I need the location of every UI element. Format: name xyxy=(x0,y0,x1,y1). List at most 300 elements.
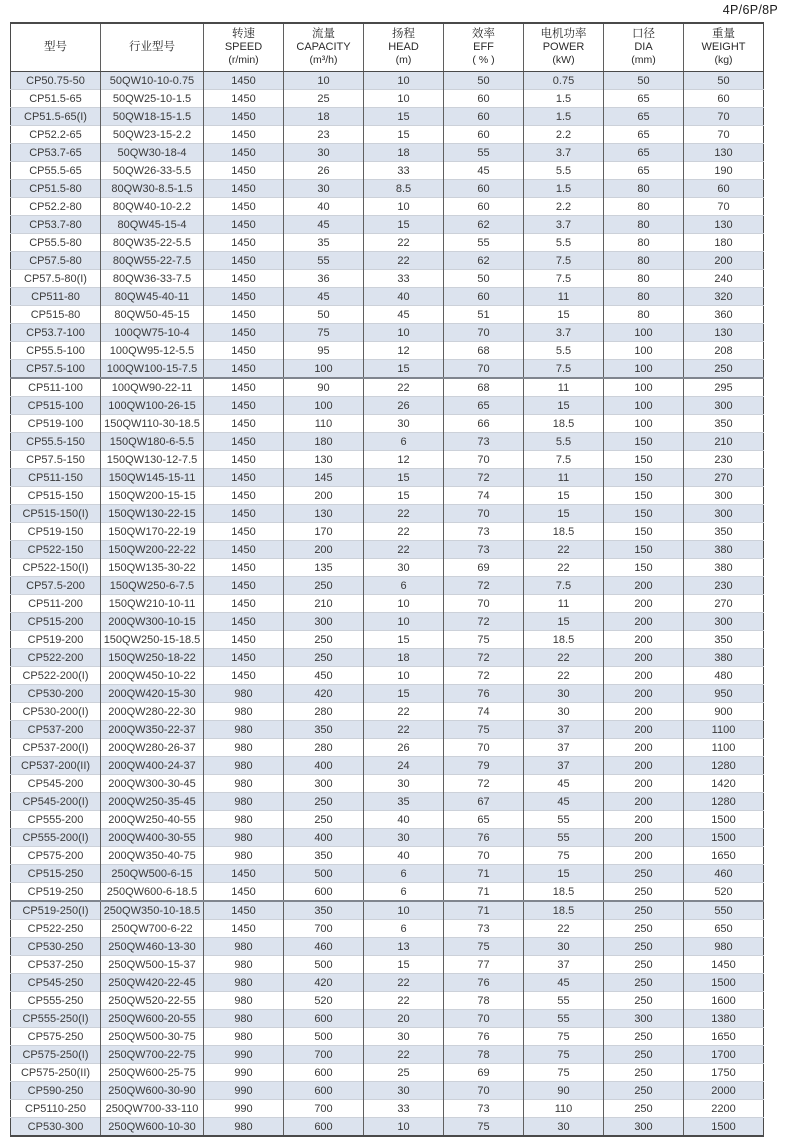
cell-dia: 100 xyxy=(604,342,684,360)
cell-capacity: 200 xyxy=(284,541,364,559)
cell-speed: 1450 xyxy=(204,360,284,379)
cell-capacity: 600 xyxy=(284,1010,364,1028)
cell-speed: 1450 xyxy=(204,72,284,90)
cell-eff: 76 xyxy=(444,1028,524,1046)
table-row xyxy=(11,920,764,938)
cell-capacity: 500 xyxy=(284,956,364,974)
cell-weight: 2000 xyxy=(684,1082,764,1100)
cell-power: 22 xyxy=(524,649,604,667)
cell-head: 30 xyxy=(364,1082,444,1100)
cell-head: 24 xyxy=(364,757,444,775)
table-row xyxy=(11,685,764,703)
table-row xyxy=(11,901,764,920)
cell-power: 11 xyxy=(524,469,604,487)
cell-weight: 210 xyxy=(684,433,764,451)
cell-power: 1.5 xyxy=(524,108,604,126)
cell-model: CP530-250 xyxy=(11,938,101,956)
table-row xyxy=(11,631,764,649)
cell-dia: 200 xyxy=(604,667,684,685)
header-label-en: SPEED xyxy=(224,41,263,53)
table-row xyxy=(11,883,764,902)
cell-eff: 65 xyxy=(444,811,524,829)
cell-capacity: 180 xyxy=(284,433,364,451)
cell-weight: 130 xyxy=(684,216,764,234)
cell-weight: 230 xyxy=(684,451,764,469)
cell-power: 55 xyxy=(524,829,604,847)
cell-head: 15 xyxy=(364,108,444,126)
cell-dia: 80 xyxy=(604,216,684,234)
cell-dia: 100 xyxy=(604,415,684,433)
cell-capacity: 110 xyxy=(284,415,364,433)
table-row xyxy=(11,865,764,883)
table-row xyxy=(11,523,764,541)
cell-weight: 360 xyxy=(684,306,764,324)
cell-capacity: 600 xyxy=(284,883,364,902)
cell-power: 75 xyxy=(524,1064,604,1082)
cell-speed: 1450 xyxy=(204,451,284,469)
cell-capacity: 700 xyxy=(284,1046,364,1064)
cell-power: 18.5 xyxy=(524,901,604,920)
cell-power: 3.7 xyxy=(524,144,604,162)
cell-model: CP545-200(I) xyxy=(11,793,101,811)
cell-weight: 1750 xyxy=(684,1064,764,1082)
cell-speed: 1450 xyxy=(204,270,284,288)
cell-weight: 70 xyxy=(684,198,764,216)
cell-eff: 78 xyxy=(444,1046,524,1064)
table-row xyxy=(11,1046,764,1064)
cell-power: 90 xyxy=(524,1082,604,1100)
cell-weight: 190 xyxy=(684,162,764,180)
cell-model: CP511-150 xyxy=(11,469,101,487)
cell-speed: 1450 xyxy=(204,541,284,559)
cell-industry-model: 200QW400-30-55 xyxy=(101,829,204,847)
header-label-en: CAPACITY xyxy=(296,41,351,53)
cell-eff: 55 xyxy=(444,234,524,252)
table-row xyxy=(11,793,764,811)
table-row xyxy=(11,108,764,126)
cell-capacity: 25 xyxy=(284,90,364,108)
header-label: 扬程 xyxy=(392,28,415,40)
cell-weight: 1380 xyxy=(684,1010,764,1028)
cell-speed: 1450 xyxy=(204,595,284,613)
cell-power: 2.2 xyxy=(524,198,604,216)
cell-eff: 70 xyxy=(444,324,524,342)
cell-head: 33 xyxy=(364,162,444,180)
cell-industry-model: 200QW300-10-15 xyxy=(101,613,204,631)
cell-power: 15 xyxy=(524,306,604,324)
cell-power: 110 xyxy=(524,1100,604,1118)
cell-industry-model: 150QW130-22-15 xyxy=(101,505,204,523)
cell-eff: 60 xyxy=(444,288,524,306)
cell-dia: 100 xyxy=(604,324,684,342)
table-row xyxy=(11,288,764,306)
cell-power: 22 xyxy=(524,667,604,685)
cell-eff: 55 xyxy=(444,144,524,162)
cell-model: CP545-250 xyxy=(11,974,101,992)
cell-model: CP52.2-65 xyxy=(11,126,101,144)
cell-power: 11 xyxy=(524,595,604,613)
cell-industry-model: 100QW95-12-5.5 xyxy=(101,342,204,360)
cell-industry-model: 50QW18-15-1.5 xyxy=(101,108,204,126)
table-row xyxy=(11,72,764,90)
cell-industry-model: 250QW700-22-75 xyxy=(101,1046,204,1064)
header-unit: (r/min) xyxy=(228,54,259,66)
cell-industry-model: 250QW420-22-45 xyxy=(101,974,204,992)
cell-weight: 900 xyxy=(684,703,764,721)
cell-industry-model: 100QW100-15-7.5 xyxy=(101,360,204,379)
header-label: 效率 xyxy=(472,28,495,40)
cell-capacity: 75 xyxy=(284,324,364,342)
cell-model: CP519-250(I) xyxy=(11,901,101,920)
cell-head: 30 xyxy=(364,775,444,793)
cell-weight: 200 xyxy=(684,252,764,270)
cell-power: 0.75 xyxy=(524,72,604,90)
cell-head: 15 xyxy=(364,956,444,974)
cell-weight: 1500 xyxy=(684,811,764,829)
table-row xyxy=(11,559,764,577)
cell-industry-model: 200QW300-30-45 xyxy=(101,775,204,793)
cell-model: CP57.5-80(I) xyxy=(11,270,101,288)
cell-head: 6 xyxy=(364,883,444,902)
cell-head: 6 xyxy=(364,865,444,883)
cell-speed: 1450 xyxy=(204,559,284,577)
cell-capacity: 90 xyxy=(284,378,364,397)
cell-speed: 1450 xyxy=(204,577,284,595)
table-row xyxy=(11,1010,764,1028)
cell-eff: 65 xyxy=(444,397,524,415)
cell-capacity: 350 xyxy=(284,721,364,739)
cell-eff: 71 xyxy=(444,865,524,883)
cell-eff: 68 xyxy=(444,342,524,360)
cell-capacity: 30 xyxy=(284,180,364,198)
cell-head: 22 xyxy=(364,974,444,992)
cell-dia: 200 xyxy=(604,811,684,829)
cell-speed: 980 xyxy=(204,938,284,956)
cell-capacity: 420 xyxy=(284,685,364,703)
column-header-speed xyxy=(204,23,284,72)
cell-dia: 100 xyxy=(604,378,684,397)
cell-industry-model: 200QW250-40-55 xyxy=(101,811,204,829)
cell-dia: 250 xyxy=(604,974,684,992)
cell-power: 75 xyxy=(524,1046,604,1064)
cell-head: 15 xyxy=(364,487,444,505)
cell-head: 22 xyxy=(364,505,444,523)
cell-speed: 1450 xyxy=(204,487,284,505)
table-row xyxy=(11,757,764,775)
cell-power: 7.5 xyxy=(524,360,604,379)
cell-speed: 1450 xyxy=(204,433,284,451)
table-row xyxy=(11,306,764,324)
cell-dia: 65 xyxy=(604,126,684,144)
cell-head: 45 xyxy=(364,306,444,324)
cell-industry-model: 150QW250-15-18.5 xyxy=(101,631,204,649)
cell-speed: 990 xyxy=(204,1046,284,1064)
cell-eff: 50 xyxy=(444,72,524,90)
cell-dia: 150 xyxy=(604,505,684,523)
cell-speed: 980 xyxy=(204,829,284,847)
cell-capacity: 18 xyxy=(284,108,364,126)
cell-model: CP519-200 xyxy=(11,631,101,649)
cell-head: 35 xyxy=(364,793,444,811)
cell-speed: 1450 xyxy=(204,252,284,270)
cell-speed: 1450 xyxy=(204,667,284,685)
cell-head: 30 xyxy=(364,559,444,577)
table-row xyxy=(11,1082,764,1100)
cell-power: 55 xyxy=(524,811,604,829)
cell-weight: 950 xyxy=(684,685,764,703)
cell-capacity: 250 xyxy=(284,811,364,829)
cell-dia: 80 xyxy=(604,180,684,198)
cell-eff: 62 xyxy=(444,216,524,234)
cell-weight: 130 xyxy=(684,144,764,162)
cell-head: 13 xyxy=(364,938,444,956)
cell-capacity: 250 xyxy=(284,577,364,595)
cell-dia: 100 xyxy=(604,397,684,415)
cell-weight: 300 xyxy=(684,397,764,415)
cell-model: CP511-100 xyxy=(11,378,101,397)
column-header-power xyxy=(524,23,604,72)
cell-industry-model: 80QW30-8.5-1.5 xyxy=(101,180,204,198)
cell-power: 5.5 xyxy=(524,234,604,252)
cell-dia: 250 xyxy=(604,1082,684,1100)
table-row xyxy=(11,378,764,397)
cell-head: 15 xyxy=(364,469,444,487)
cell-head: 10 xyxy=(364,324,444,342)
table-row xyxy=(11,721,764,739)
cell-power: 37 xyxy=(524,739,604,757)
cell-model: CP519-250 xyxy=(11,883,101,902)
cell-dia: 80 xyxy=(604,288,684,306)
cell-eff: 73 xyxy=(444,1100,524,1118)
cell-head: 10 xyxy=(364,613,444,631)
cell-industry-model: 150QW210-10-11 xyxy=(101,595,204,613)
cell-head: 22 xyxy=(364,721,444,739)
cell-power: 15 xyxy=(524,613,604,631)
table-header xyxy=(11,23,764,72)
cell-capacity: 400 xyxy=(284,829,364,847)
cell-power: 18.5 xyxy=(524,883,604,902)
cell-dia: 150 xyxy=(604,469,684,487)
cell-capacity: 170 xyxy=(284,523,364,541)
cell-power: 18.5 xyxy=(524,523,604,541)
cell-weight: 130 xyxy=(684,324,764,342)
cell-dia: 300 xyxy=(604,1010,684,1028)
cell-model: CP575-250(II) xyxy=(11,1064,101,1082)
cell-model: CP575-250 xyxy=(11,1028,101,1046)
cell-weight: 60 xyxy=(684,90,764,108)
column-header-capacity xyxy=(284,23,364,72)
cell-capacity: 400 xyxy=(284,757,364,775)
table-row xyxy=(11,234,764,252)
header-unit: (mm) xyxy=(631,54,656,66)
cell-speed: 1450 xyxy=(204,234,284,252)
cell-head: 10 xyxy=(364,198,444,216)
cell-head: 30 xyxy=(364,415,444,433)
cell-industry-model: 150QW180-6-5.5 xyxy=(101,433,204,451)
cell-head: 40 xyxy=(364,288,444,306)
cell-industry-model: 50QW30-18-4 xyxy=(101,144,204,162)
cell-model: CP515-150 xyxy=(11,487,101,505)
table-row xyxy=(11,847,764,865)
cell-speed: 1450 xyxy=(204,865,284,883)
cell-speed: 980 xyxy=(204,992,284,1010)
cell-industry-model: 200QW420-15-30 xyxy=(101,685,204,703)
cell-model: CP555-200 xyxy=(11,811,101,829)
cell-weight: 2200 xyxy=(684,1100,764,1118)
cell-dia: 150 xyxy=(604,451,684,469)
cell-speed: 980 xyxy=(204,703,284,721)
cell-eff: 74 xyxy=(444,703,524,721)
cell-dia: 250 xyxy=(604,865,684,883)
cell-industry-model: 250QW350-10-18.5 xyxy=(101,901,204,920)
cell-capacity: 350 xyxy=(284,901,364,920)
cell-speed: 1450 xyxy=(204,342,284,360)
cell-weight: 300 xyxy=(684,613,764,631)
cell-power: 45 xyxy=(524,775,604,793)
cell-eff: 68 xyxy=(444,378,524,397)
cell-eff: 69 xyxy=(444,1064,524,1082)
cell-head: 22 xyxy=(364,252,444,270)
cell-model: CP511-80 xyxy=(11,288,101,306)
cell-industry-model: 80QW35-22-5.5 xyxy=(101,234,204,252)
cell-head: 8.5 xyxy=(364,180,444,198)
table-row xyxy=(11,451,764,469)
cell-eff: 60 xyxy=(444,198,524,216)
table-row xyxy=(11,216,764,234)
cell-weight: 1500 xyxy=(684,974,764,992)
cell-model: CP515-250 xyxy=(11,865,101,883)
cell-industry-model: 200QW250-35-45 xyxy=(101,793,204,811)
header-unit: ( % ) xyxy=(472,54,495,66)
cell-head: 30 xyxy=(364,829,444,847)
cell-power: 7.5 xyxy=(524,252,604,270)
cell-power: 5.5 xyxy=(524,433,604,451)
cell-speed: 980 xyxy=(204,847,284,865)
cell-eff: 72 xyxy=(444,613,524,631)
cell-power: 22 xyxy=(524,541,604,559)
cell-speed: 1450 xyxy=(204,180,284,198)
column-header-model xyxy=(11,23,101,72)
cell-model: CP522-200 xyxy=(11,649,101,667)
cell-power: 15 xyxy=(524,865,604,883)
cell-eff: 67 xyxy=(444,793,524,811)
cell-model: CP53.7-80 xyxy=(11,216,101,234)
cell-weight: 295 xyxy=(684,378,764,397)
cell-industry-model: 150QW170-22-19 xyxy=(101,523,204,541)
cell-weight: 180 xyxy=(684,234,764,252)
cell-speed: 980 xyxy=(204,739,284,757)
cell-eff: 73 xyxy=(444,433,524,451)
cell-head: 10 xyxy=(364,901,444,920)
table-row xyxy=(11,1118,764,1137)
cell-weight: 980 xyxy=(684,938,764,956)
cell-capacity: 45 xyxy=(284,216,364,234)
cell-capacity: 55 xyxy=(284,252,364,270)
cell-dia: 250 xyxy=(604,992,684,1010)
cell-capacity: 250 xyxy=(284,649,364,667)
cell-capacity: 500 xyxy=(284,865,364,883)
table-row xyxy=(11,667,764,685)
cell-dia: 100 xyxy=(604,360,684,379)
cell-head: 18 xyxy=(364,649,444,667)
cell-power: 30 xyxy=(524,703,604,721)
cell-eff: 72 xyxy=(444,667,524,685)
cell-head: 22 xyxy=(364,378,444,397)
cell-weight: 1500 xyxy=(684,829,764,847)
cell-eff: 72 xyxy=(444,649,524,667)
column-header-eff xyxy=(444,23,524,72)
cell-capacity: 135 xyxy=(284,559,364,577)
cell-industry-model: 50QW23-15-2.2 xyxy=(101,126,204,144)
cell-industry-model: 250QW700-6-22 xyxy=(101,920,204,938)
cell-speed: 980 xyxy=(204,685,284,703)
cell-head: 10 xyxy=(364,90,444,108)
cell-eff: 76 xyxy=(444,974,524,992)
cell-capacity: 23 xyxy=(284,126,364,144)
cell-speed: 1450 xyxy=(204,920,284,938)
cell-weight: 1100 xyxy=(684,721,764,739)
cell-capacity: 600 xyxy=(284,1082,364,1100)
cell-industry-model: 250QW600-6-18.5 xyxy=(101,883,204,902)
cell-head: 10 xyxy=(364,72,444,90)
cell-capacity: 460 xyxy=(284,938,364,956)
cell-power: 22 xyxy=(524,920,604,938)
cell-speed: 1450 xyxy=(204,162,284,180)
cell-eff: 69 xyxy=(444,559,524,577)
cell-model: CP51.5-80 xyxy=(11,180,101,198)
cell-eff: 60 xyxy=(444,126,524,144)
cell-industry-model: 80QW40-10-2.2 xyxy=(101,198,204,216)
cell-weight: 1650 xyxy=(684,847,764,865)
cell-eff: 74 xyxy=(444,487,524,505)
cell-capacity: 30 xyxy=(284,144,364,162)
cell-weight: 380 xyxy=(684,559,764,577)
cell-eff: 70 xyxy=(444,1010,524,1028)
cell-industry-model: 150QW200-22-22 xyxy=(101,541,204,559)
cell-weight: 350 xyxy=(684,523,764,541)
cell-head: 22 xyxy=(364,523,444,541)
header-label-en: DIA xyxy=(634,41,653,53)
cell-capacity: 130 xyxy=(284,451,364,469)
column-header-industry-model xyxy=(101,23,204,72)
cell-speed: 990 xyxy=(204,1064,284,1082)
cell-eff: 71 xyxy=(444,883,524,902)
cell-capacity: 300 xyxy=(284,775,364,793)
header-label: 型号 xyxy=(44,41,67,53)
table-body xyxy=(11,72,764,1137)
cell-model: CP55.5-100 xyxy=(11,342,101,360)
cell-weight: 350 xyxy=(684,631,764,649)
cell-dia: 250 xyxy=(604,1028,684,1046)
cell-industry-model: 250QW520-22-55 xyxy=(101,992,204,1010)
cell-capacity: 210 xyxy=(284,595,364,613)
cell-weight: 380 xyxy=(684,649,764,667)
cell-speed: 980 xyxy=(204,1010,284,1028)
cell-eff: 60 xyxy=(444,180,524,198)
cell-head: 30 xyxy=(364,1028,444,1046)
table-row xyxy=(11,577,764,595)
cell-head: 6 xyxy=(364,433,444,451)
cell-eff: 70 xyxy=(444,451,524,469)
cell-weight: 1280 xyxy=(684,757,764,775)
cell-speed: 1450 xyxy=(204,649,284,667)
cell-speed: 1450 xyxy=(204,216,284,234)
cell-eff: 73 xyxy=(444,541,524,559)
table-row xyxy=(11,469,764,487)
cell-dia: 150 xyxy=(604,433,684,451)
cell-head: 6 xyxy=(364,920,444,938)
cell-capacity: 420 xyxy=(284,974,364,992)
